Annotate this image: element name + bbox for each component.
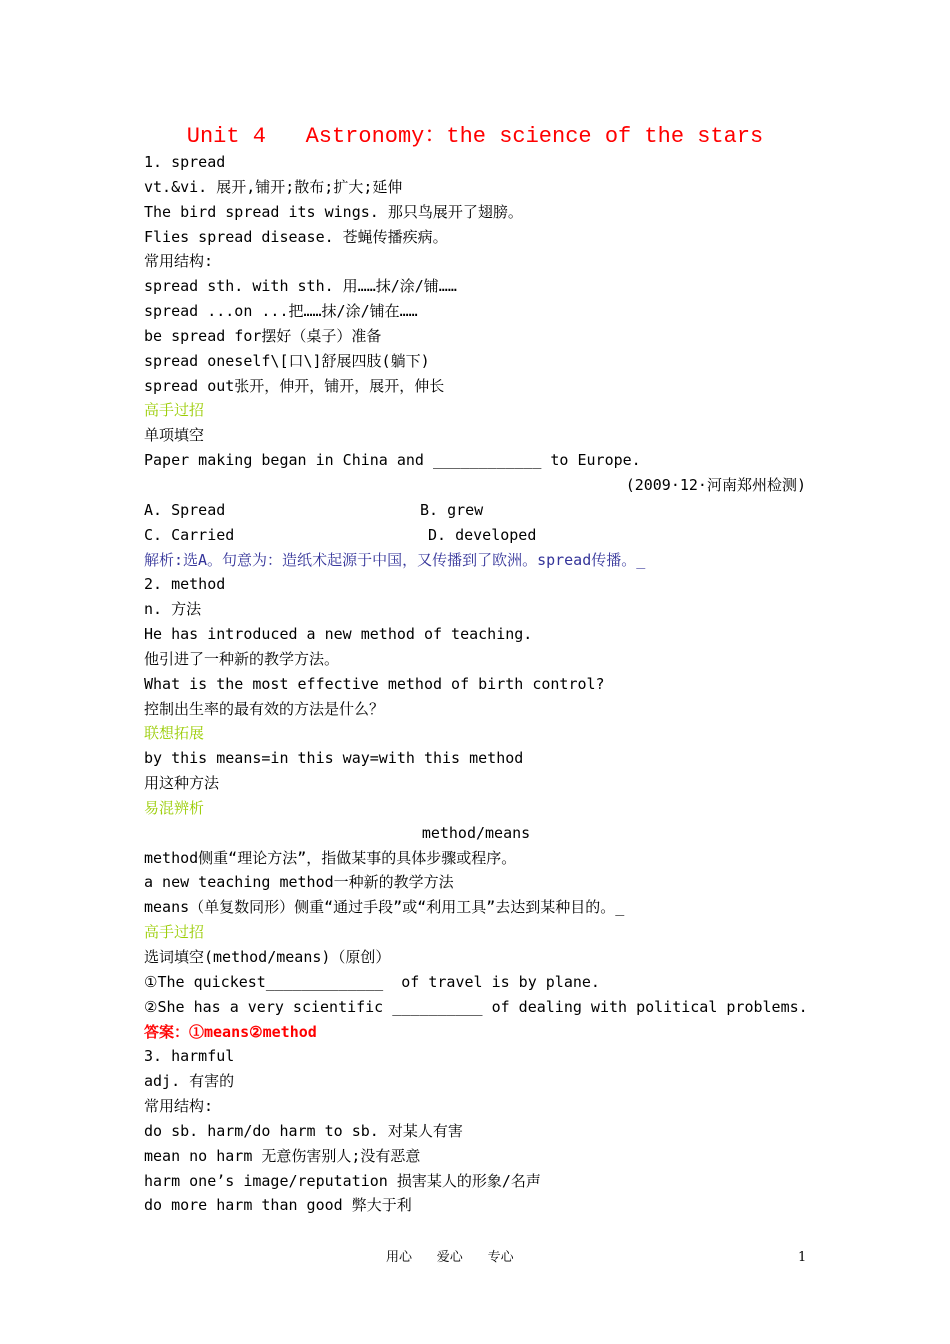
page-number: 1 (798, 1250, 807, 1265)
structure-item: harm one’s image/reputation 损害某人的形象/名声 (144, 1171, 541, 1190)
structure-item: do sb. harm/do harm to sb. 对某人有害 (144, 1121, 463, 1140)
document-body (144, 150, 808, 1218)
extension-translation: 用这种方法 (144, 774, 220, 793)
example-sentence: The bird spread its wings. 那只鸟展开了翅膀。 (144, 202, 523, 221)
section-heading-spread: 1. spread (144, 153, 226, 171)
option-c: C. Carried (144, 525, 235, 544)
comparison-heading: 易混辨析 (144, 798, 205, 817)
structure-item: spread sth. with sth. 用……抹/涂/铺…… (144, 277, 457, 296)
structure-item: be spread for摆好（桌子）准备 (144, 326, 382, 345)
structure-label: 常用结构: (144, 1097, 214, 1116)
definition-line: n. 方法 (144, 600, 202, 619)
exercise-question: ①The quickest_____________ of travel is by plane. (144, 972, 600, 991)
section-heading-method: 2. method (144, 575, 226, 594)
structure-item: spread out张开，伸开，铺开，展开，伸长 (144, 376, 445, 395)
exercise-type-label: 选词填空(method/means)（原创） (144, 948, 391, 966)
exercise-question: ②She has a very scientific __________ of dealing with political problems. (144, 997, 808, 1016)
option-b: B. grew (420, 500, 484, 519)
structure-label: 常用结构: (144, 252, 214, 271)
option-d: D. developed (428, 525, 537, 544)
page-footer: 用心 爱心 专心 (386, 1250, 514, 1265)
example-sentence: Flies spread disease. 苍蝇传播疾病。 (144, 227, 448, 246)
comparison-title: method/means (421, 823, 531, 842)
structure-item: mean no harm 无意伤害别人;没有恶意 (144, 1146, 421, 1165)
question-source: (2009·12·河南郑州检测) (625, 475, 806, 494)
exercise-question: Paper making began in China and ____________ to Europe. (144, 451, 641, 470)
definition-line: vt.&vi. 展开,铺开;散布;扩大;延伸 (144, 177, 403, 196)
structure-item: spread oneself\[口\]舒展四肢(躺下) (144, 351, 430, 370)
document-title: Unit 4 Astronomy：the science of the stars (186, 124, 764, 149)
extension-item: by this means=in this way=with this method (144, 749, 524, 768)
answer-analysis: 解析:选A。句意为：造纸术起源于中国，又传播到了欧洲。spread传播。_ (144, 550, 646, 569)
example-sentence: What is the most effective method of birth control? (144, 674, 605, 693)
structure-item: spread ...on ...把……抹/涂/铺在…… (144, 302, 418, 321)
comparison-item: means（单复数同形）侧重“通过手段”或“利用工具”去达到某种目的。_ (144, 898, 625, 917)
definition-line: adj. 有害的 (144, 1072, 235, 1091)
options-row (144, 498, 808, 523)
section-heading-harmful: 3. harmful (144, 1047, 235, 1066)
exercise-type-label: 单项填空 (144, 426, 205, 445)
comparison-example: a new teaching method一种新的教学方法 (144, 873, 454, 892)
structure-item: do more harm than good 弊大于利 (144, 1196, 412, 1215)
answer-key: 答案：①means②method (144, 1022, 317, 1041)
example-translation: 他引进了一种新的教学方法。 (144, 649, 340, 668)
example-translation: 控制出生率的最有效的方法是什么？ (144, 699, 385, 718)
option-a: A. Spread (144, 500, 226, 519)
example-sentence: He has introduced a new method of teaching. (144, 625, 533, 644)
extension-heading: 联想拓展 (144, 724, 205, 743)
practice-heading: 高手过招 (144, 401, 205, 420)
options-row (144, 523, 808, 548)
practice-heading: 高手过招 (144, 923, 205, 942)
comparison-item: method侧重“理论方法”，指做某事的具体步骤或程序。 (144, 848, 517, 867)
